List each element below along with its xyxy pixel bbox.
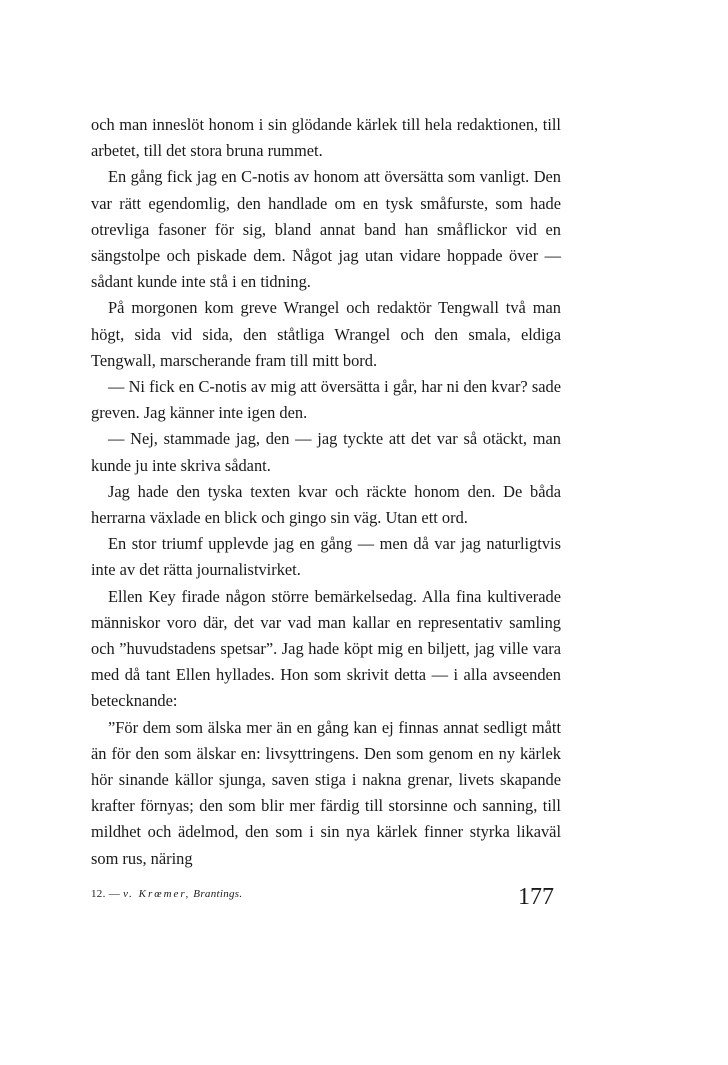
signature-number: 12. — — [91, 888, 120, 900]
paragraph: Jag hade den tyska texten kvar och räckte honom den. De båda herrarna växlade en blick och gingo sin väg. Utan ett ord. — [91, 481, 561, 528]
paragraph: En stor triumf upplevde jag en gång — men då var jag naturligtvis inte av det rätta journalistvirket. — [91, 534, 561, 580]
paragraph: ”För dem som älska mer än en gång kan ej finnas annat sedligt mått än för den som älskar en: livsyttringens. Den som genom en ny kärlek hör sinande källor sjunga, saven stiga i nakna grenar, livets skapande krafter förnyas; den som blir mer färdig till storsinne och sanning, till mildhet och ädelmod, den som i sin nya kärlek finner styrka likaväl som rus, näring — [91, 717, 561, 868]
paragraph: — Nej, stammade jag, den — jag tyckte att det var så otäckt, man kunde ju inte skriva sådant. — [91, 429, 561, 475]
paragraph: Ellen Key firade någon större bemärkelsedag. Alla fina kultiverade människor voro där, det var vad man kallar en representativ samling och ”huvudstadens spetsar”. Jag hade köpt mig en biljett, jag ville vara med då tant Ellen hyllades. Hon som skrivit detta — i alla avseenden betecknande: — [91, 586, 561, 711]
paragraph: och man inneslöt honom i sin glödande kärlek till hela redaktionen, till arbetet, till det stora bruna rummet. — [91, 115, 561, 161]
signature-title: Brantings. — [193, 888, 243, 900]
signature-author: v. Krœmer, — [123, 888, 191, 900]
page-number: 177 — [518, 884, 554, 910]
paragraph: På morgonen kom greve Wrangel och redaktör Tengwall två man högt, sida vid sida, den ståtliga Wrangel och den smala, eldiga Tengwall, marscherande fram till mitt bord. — [91, 298, 561, 370]
printer-signature — [91, 888, 242, 900]
paragraph: — Ni fick en C-notis av mig att översätta i går, har ni den kvar? sade greven. Jag känner inte igen den. — [91, 377, 561, 423]
paragraph: En gång fick jag en C-notis av honom att översätta som vanligt. Den var rätt egendomlig, den handlade om en tysk småfurste, som hade otrevliga fasoner för sig, bland annat band han småflickor vid en sängstolpe och piskade dem. Något jag utan vidare hoppade över — sådant kunde inte stå i en tidning. — [91, 167, 561, 292]
body-text — [91, 112, 561, 872]
